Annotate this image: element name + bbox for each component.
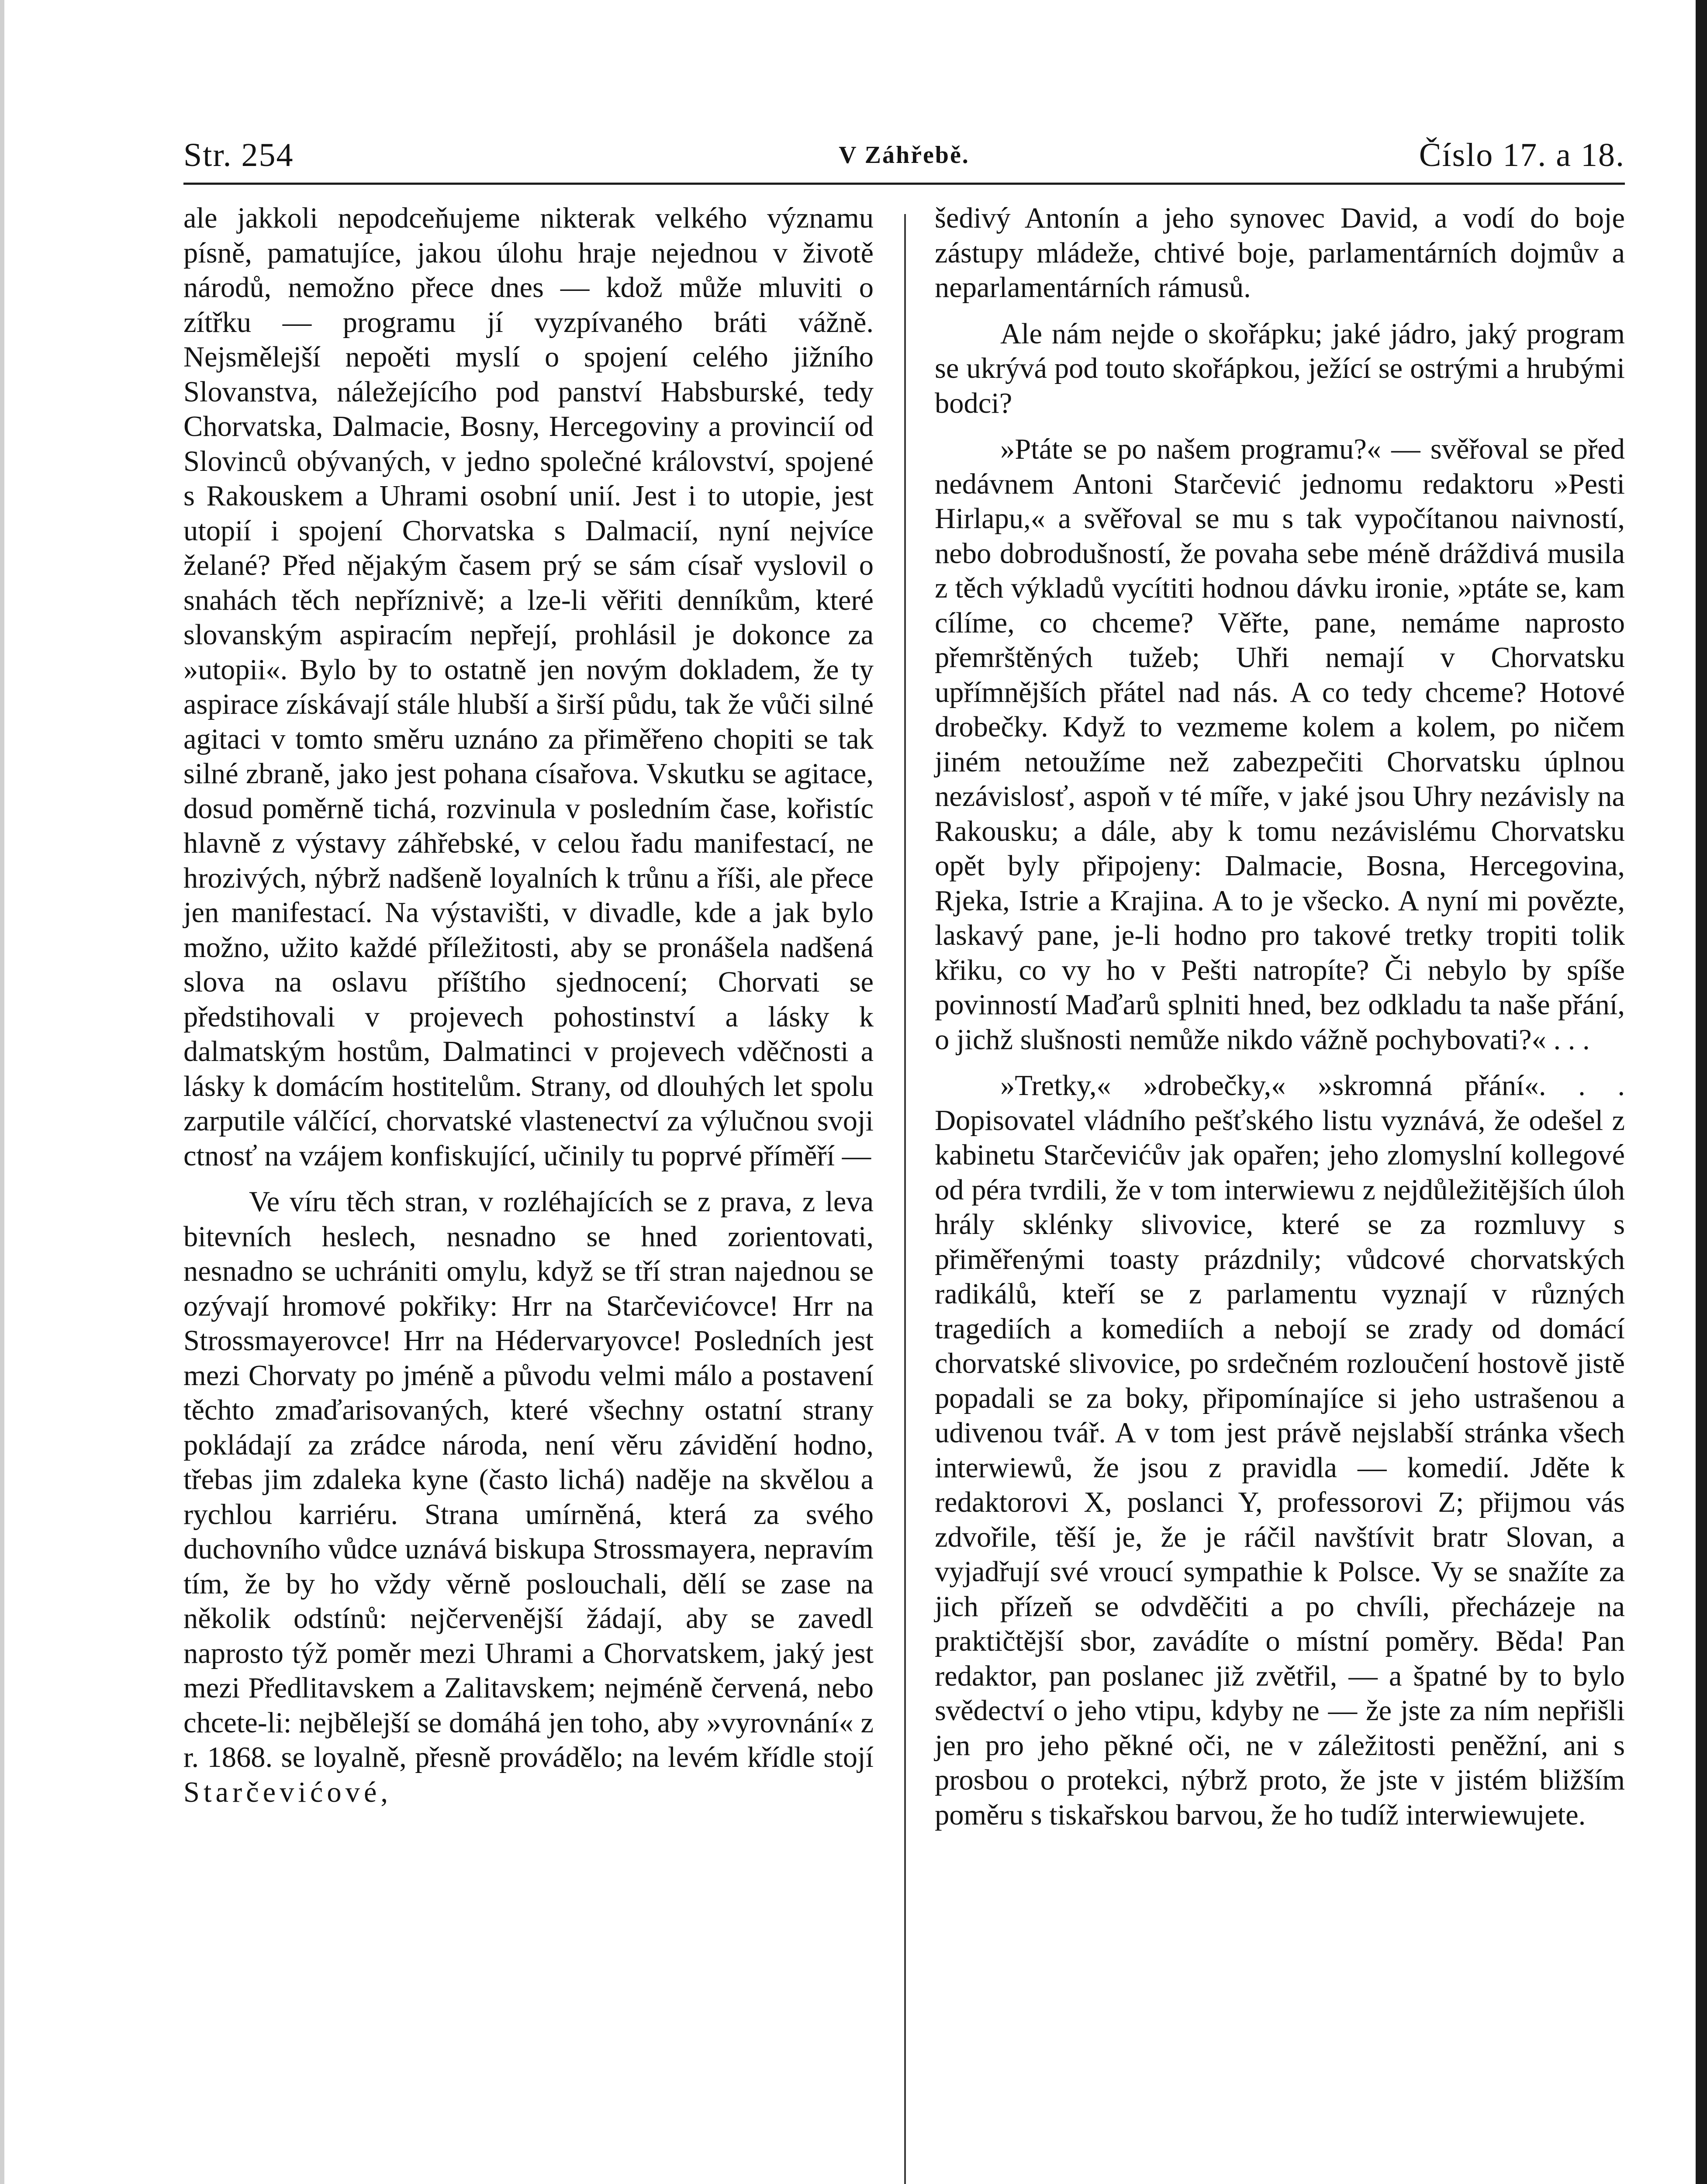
scan-edge-left (0, 0, 4, 2184)
column-rule (904, 214, 906, 2184)
page (183, 131, 1625, 2184)
running-head (183, 131, 1625, 179)
left-column (183, 201, 874, 1810)
paragraph: ale jakkoli nepodceňujeme nikterak velkého významu písně, pamatujíce, jakou úlohu hraje nejednou v životě národů, nemožno přece dnes — kdož může mluviti o zítřku — programu jí vyzpívaného bráti vážně. Nejsmělejší nepoěti myslí o spojení celého jižního Slovanstva, náležejícího pod panství Habsburské, tedy Chorvatska, Dalmacie, Bosny, Hercegoviny a provincií od Slovinců obývaných, v jedno společné království, spojené s Rakouskem a Uhrami osobní unií. Jest i to utopie, jest utopií i spojení Chorvatska s Dalmacií, nyní nejvíce želané? Před nějakým časem prý se sám císař vyslovil o snahách těch nepříznivě; a lze-li věřiti denníkům, které slovanským aspiracím nepřejí, prohlásil je dokonce za »utopii«. Bylo by to ostatně jen novým dokladem, že ty aspirace získávají stále hlubší a širší půdu, tak že vůči silné agitaci v tomto směru uznáno za přiměřeno chopiti se tak silné zbraně, jako jest pohana císařova. Vskutku se agitace, dosud poměrně tichá, rozvinula v posledním čase, kořistíc hlavně z výstavy záhřebské, v celou řadu manifestací, ne hrozivých, nýbrž nadšeně loyalních k trůnu a říši, ale přece jen manifestací. Na výstavišti, v divadle, kde a jak bylo možno, užito každé příležitosti, aby se pronášela nadšená slova na oslavu příštího sjednocení; Chorvati se předstihovali v projevech pohostinství a lásky k dalmatským hostům, Dalmatinci v projevech vděčnosti a lásky k domácím hostitelům. Strany, od dlouhých let spolu zarputile válčící, chorvatské vlastenectví za výlučnou svoji ctnosť na vzájem konfiskující, učinily tu poprvé příměří — (183, 202, 874, 1172)
page-number: Str. 254 (183, 137, 294, 173)
right-column (935, 201, 1625, 1832)
paragraph-text: Ve víru těch stran, v rozléhajících se z prava, z leva bitevních heslech, nesnadno se hned zorientovati, nesnadno se uchrániti omylu, když se tří stran najednou se ozývají hromové pokřiky: Hrr na Starčevićovce! Hrr na Strossmayerovce! Hrr na Hédervaryovce! Posledních jest mezi Chorvaty po jméně a původu velmi málo a postavení těchto zmaďarisovaných, které všechny ostatní strany pokládají za zrádce národa, není věru závidění hodno, třebas jim zdaleka kyne (často lichá) naděje na skvělou a rychlou karriéru. Strana umírněná, která za svého duchovního vůdce uznává biskupa Strossmayera, nepravím tím, že by ho vždy věrně poslouchali, dělí se zase na několik odstínů: nejčervenější žádají, aby se zavedl naprosto týž poměr mezi Uhrami a Chorvatskem, jaký jest mezi Předlitavskem a Zalitavskem; nejméně červená, nebo chcete-li: nejbělejší se domáhá jen toho, aby »vyrovnání« z r. 1868. se loyalně, přesně provádělo; na levém křídle stojí (183, 1186, 874, 1773)
scan-edge-right (1696, 0, 1707, 2184)
paragraph: Ale nám nejde o skořápku; jaké jádro, jaký program se ukrývá pod touto skořápkou, ježící se ostrými a hrubými bodci? (935, 318, 1625, 419)
paragraph: »Ptáte se po našem programu?« — svěřoval se před nedávnem Antoni Starčević jednomu redaktoru »Pesti Hirlapu,« a svěřoval se mu s tak vypočítanou naivností, nebo dobrodušností, že povaha sebe méně dráždivá musila z těch výkladů vycítiti hodnou dávku ironie, »ptáte se, kam cílíme, co chceme? Věřte, pane, nemáme naprosto přemrštěných tužeb; Uhři nemají v Chorvatsku upřímnějších přátel nad nás. A co tedy chceme? Hotové drobečky. Když to vezmeme kolem a kolem, po ničem jiném netoužíme než zabezpečiti Chorvatsku úplnou nezávislosť, aspoň v té míře, v jaké jsou Uhry nezávisly na Rakousku; a dále, aby k tomu nezávislému Chorvatsku opět byly připojeny: Dalmacie, Bosna, Hercegovina, Rjeka, Istrie a Krajina. A to je všecko. A nyní mi povězte, laskavý pane, je-li hodno pro takové tretky tropiti tolik křiku, co vy ho v Pešti natropíte? Či nebylo by spíše povinností Maďarů splniti hned, bez odkladu ta naše přání, o jichž slušnosti nemůže nikdo vážně pochybovati?« . . . (935, 433, 1625, 1056)
header-rule (183, 183, 1625, 185)
spaced-name: Starčevićové, (183, 1776, 392, 1808)
paragraph: šedivý Antonín a jeho synovec David, a vodí do boje zástupy mládeže, chtivé boje, parlamentárních dojmův a neparlamentárních rámusů. (935, 202, 1625, 304)
paragraph: »Tretky,« »drobečky,« »skromná přání«. . . Dopisovatel vládního pešťského listu vyznává, že odešel z kabinetu Starčevićův jak opařen; jeho zlomyslní kollegové od péra tvrdili, že v tom interwiewu z nejdůležitějších úloh hrály sklénky slivovice, které se za rozmluvy s přiměřenými toasty prázdnily; vůdcové chorvatských radikálů, kteří se z parlamentu vyznají v různých tragediích a komediích a nebojí se zrady od domácí chorvatské slivovice, po srdečném rozloučení hostově jistě popadali se za boky, připomínajíce si jeho ustrašenou a udivenou tvář. A v tom jest právě nejslabší stránka všech interwiewů, že jsou z pravidla — komedií. Jděte k redaktorovi X, poslanci Y, professorovi Z; přijmou vás zdvořile, těší je, že je ráčil navštívit bratr Slovan, a vyjadřují své vroucí sympathie k Polsce. Vy se snažíte za jich přízeň se odvděčiti a po chvíli, přecházeje na praktičtější sbor, zavádíte o místní poměry. Běda! Pan redaktor, pan poslanec již zvětřil, — a špatné by to bylo svědectví o jeho vtipu, kdyby ne — že jste za ním nepřišli jen pro jeho pěkné oči, ne v záležitosti peněžní, ani s prosbou o protekci, nýbrž proto, že jste v jistém bližším poměru s tiskařskou barvou, že ho tudíž interwiewujete. (935, 1070, 1625, 1831)
issue-number: Číslo 17. a 18. (1419, 137, 1625, 173)
journal-title: V Záhřebě. (839, 142, 970, 169)
paragraph (183, 1185, 874, 1810)
